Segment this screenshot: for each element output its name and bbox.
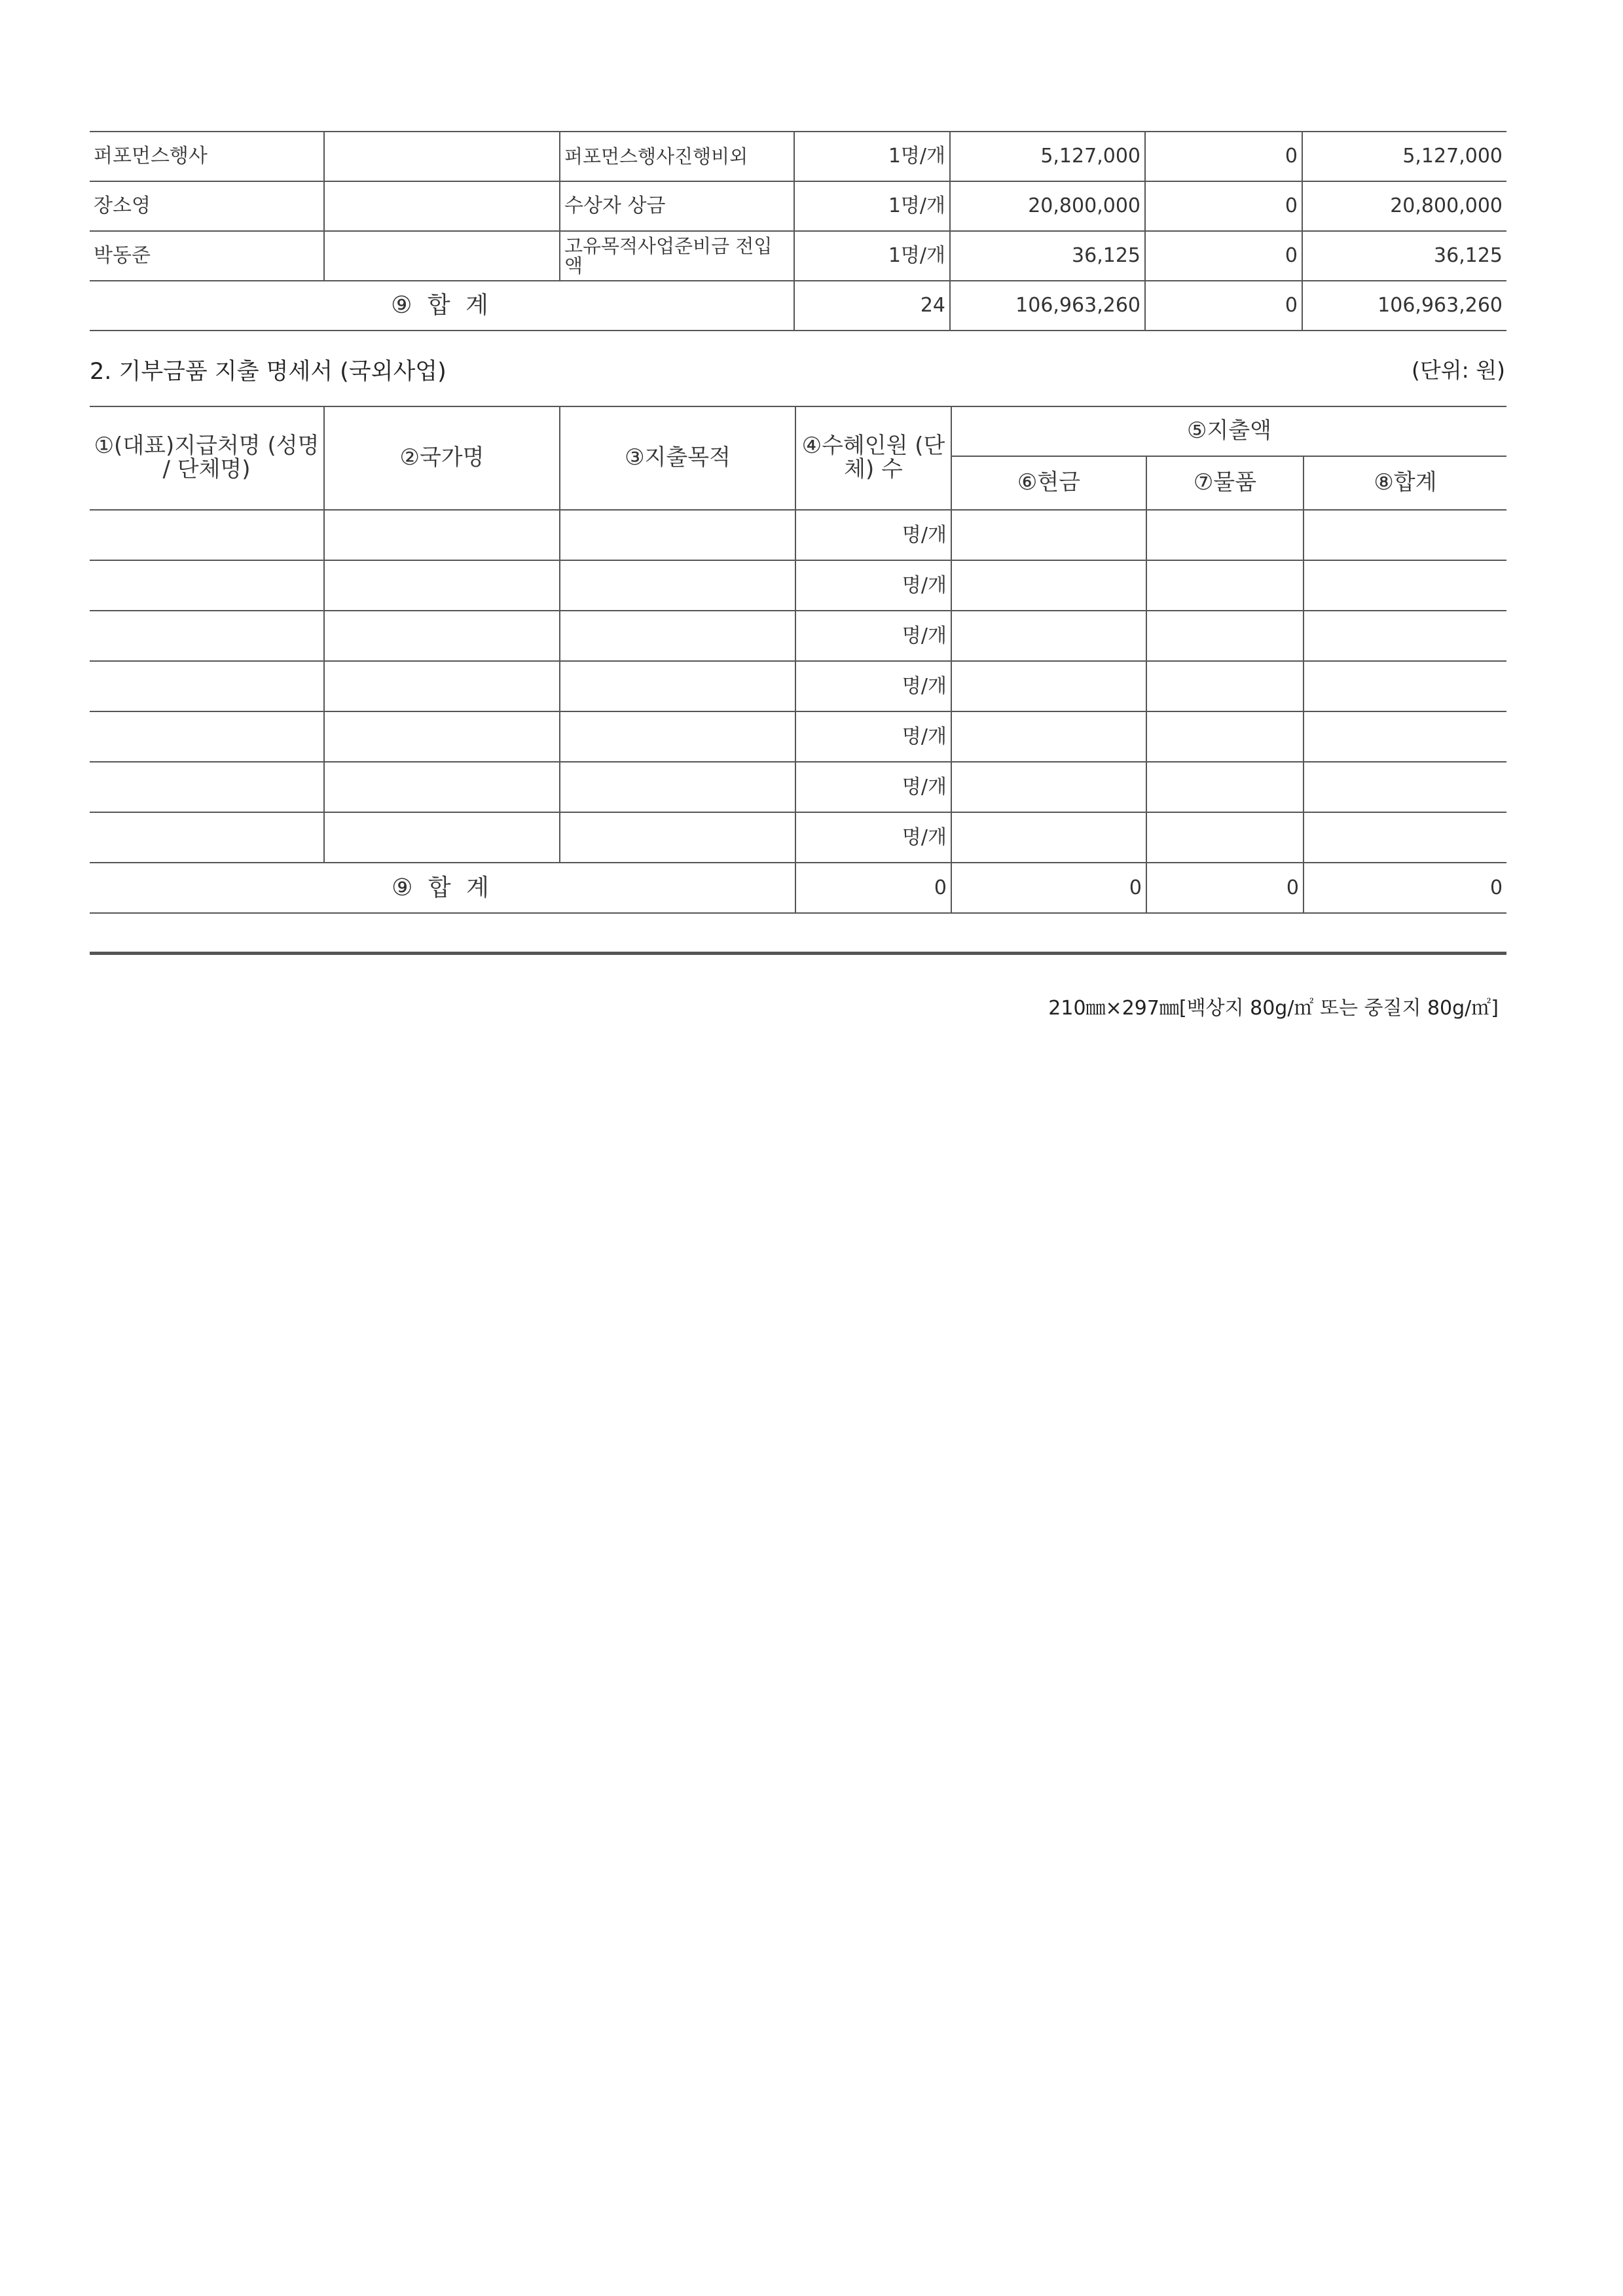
- payee-cell: [90, 510, 324, 560]
- total-cell: [1304, 711, 1506, 762]
- purpose-cell: 퍼포먼스행사진행비외: [560, 132, 794, 181]
- payee-cell: 장소영: [90, 181, 324, 231]
- cash-cell: 36,125: [950, 231, 1145, 281]
- table-row: [90, 560, 1506, 611]
- total-count: 0: [795, 863, 951, 913]
- payee-cell: 박동준: [90, 231, 324, 281]
- total-label: ⑨ 합 계: [90, 281, 794, 331]
- payee-cell: [90, 812, 324, 863]
- country-cell: [324, 560, 560, 611]
- total-cell: [1304, 661, 1506, 711]
- domestic-expense-table: [90, 131, 1506, 331]
- total-count: 24: [794, 281, 950, 331]
- count-cell: 명/개: [795, 510, 951, 560]
- purpose-cell: 수상자 상금: [560, 181, 794, 231]
- country-cell: [324, 231, 560, 281]
- total-cash: 0: [951, 863, 1146, 913]
- purpose-cell: [560, 762, 795, 812]
- country-cell: [324, 132, 560, 181]
- table-row: [90, 711, 1506, 762]
- section-title: 2. 기부금품 지출 명세서 (국외사업): [90, 359, 447, 385]
- goods-cell: [1146, 510, 1304, 560]
- purpose-cell: [560, 661, 795, 711]
- cash-cell: 5,127,000: [950, 132, 1145, 181]
- purpose-cell: [560, 510, 795, 560]
- total-goods: 0: [1145, 281, 1302, 331]
- goods-cell: 0: [1145, 181, 1302, 231]
- goods-header: ⑦물품: [1146, 456, 1304, 510]
- cash-cell: [951, 762, 1146, 812]
- total-cash: 106,963,260: [950, 281, 1145, 331]
- count-cell: 1명/개: [794, 132, 950, 181]
- cash-cell: [951, 611, 1146, 661]
- table-row: [90, 181, 1506, 231]
- total-sum: 106,963,260: [1302, 281, 1506, 331]
- cash-cell: [951, 661, 1146, 711]
- count-cell: 명/개: [795, 812, 951, 863]
- purpose-cell: [560, 611, 795, 661]
- cash-cell: [951, 812, 1146, 863]
- country-cell: [324, 611, 560, 661]
- total-cell: [1304, 762, 1506, 812]
- cash-cell: [951, 510, 1146, 560]
- cash-cell: [951, 560, 1146, 611]
- unit-label: (단위: 원): [1412, 357, 1505, 383]
- country-cell: [324, 510, 560, 560]
- overseas-expense-table: [90, 406, 1506, 914]
- purpose-cell: [560, 560, 795, 611]
- table-row: [90, 762, 1506, 812]
- table-total-row: [90, 281, 1506, 331]
- total-cell: [1304, 812, 1506, 863]
- total-cell: 36,125: [1302, 231, 1506, 281]
- purpose-cell: 고유목적사업준비금 전입액: [560, 231, 794, 281]
- cash-cell: [951, 711, 1146, 762]
- country-cell: [324, 181, 560, 231]
- table-row: [90, 611, 1506, 661]
- total-cell: [1304, 611, 1506, 661]
- country-cell: [324, 661, 560, 711]
- count-cell: 명/개: [795, 711, 951, 762]
- payee-cell: [90, 560, 324, 611]
- divider: [90, 952, 1506, 955]
- goods-cell: [1146, 661, 1304, 711]
- goods-cell: [1146, 560, 1304, 611]
- goods-cell: [1146, 611, 1304, 661]
- purpose-cell: [560, 711, 795, 762]
- purpose-cell: [560, 812, 795, 863]
- total-label: ⑨ 합 계: [90, 863, 795, 913]
- payee-header: ①(대표)지급처명 (성명 / 단체명): [90, 406, 324, 510]
- country-cell: [324, 711, 560, 762]
- goods-cell: [1146, 812, 1304, 863]
- table-row: [90, 812, 1506, 863]
- total-sum: 0: [1304, 863, 1506, 913]
- table-row: [90, 231, 1506, 281]
- purpose-header: ③지출목적: [560, 406, 795, 510]
- total-cell: 5,127,000: [1302, 132, 1506, 181]
- count-cell: 1명/개: [794, 181, 950, 231]
- total-cell: [1304, 510, 1506, 560]
- count-cell: 명/개: [795, 560, 951, 611]
- total-header: ⑧합계: [1304, 456, 1506, 510]
- goods-cell: [1146, 762, 1304, 812]
- table-row: [90, 132, 1506, 181]
- country-cell: [324, 812, 560, 863]
- payee-cell: [90, 661, 324, 711]
- count-cell: 명/개: [795, 762, 951, 812]
- total-cell: 20,800,000: [1302, 181, 1506, 231]
- table-total-row: [90, 863, 1506, 913]
- payee-cell: [90, 711, 324, 762]
- payee-cell: [90, 611, 324, 661]
- paper-spec: 210㎜×297㎜[백상지 80g/㎡ 또는 중질지 80g/㎡]: [1048, 997, 1499, 1020]
- goods-cell: [1146, 711, 1304, 762]
- cash-header: ⑥현금: [951, 456, 1146, 510]
- amount-header: ⑤지출액: [951, 406, 1506, 456]
- goods-cell: 0: [1145, 231, 1302, 281]
- beneficiaries-header: ④수혜인원 (단체) 수: [795, 406, 951, 510]
- count-cell: 1명/개: [794, 231, 950, 281]
- payee-cell: 퍼포먼스행사: [90, 132, 324, 181]
- country-cell: [324, 762, 560, 812]
- table-row: [90, 510, 1506, 560]
- cash-cell: 20,800,000: [950, 181, 1145, 231]
- count-cell: 명/개: [795, 611, 951, 661]
- header-row: [90, 406, 1506, 456]
- total-goods: 0: [1146, 863, 1304, 913]
- table-row: [90, 661, 1506, 711]
- country-header: ②국가명: [324, 406, 560, 510]
- payee-cell: [90, 762, 324, 812]
- goods-cell: 0: [1145, 132, 1302, 181]
- count-cell: 명/개: [795, 661, 951, 711]
- total-cell: [1304, 560, 1506, 611]
